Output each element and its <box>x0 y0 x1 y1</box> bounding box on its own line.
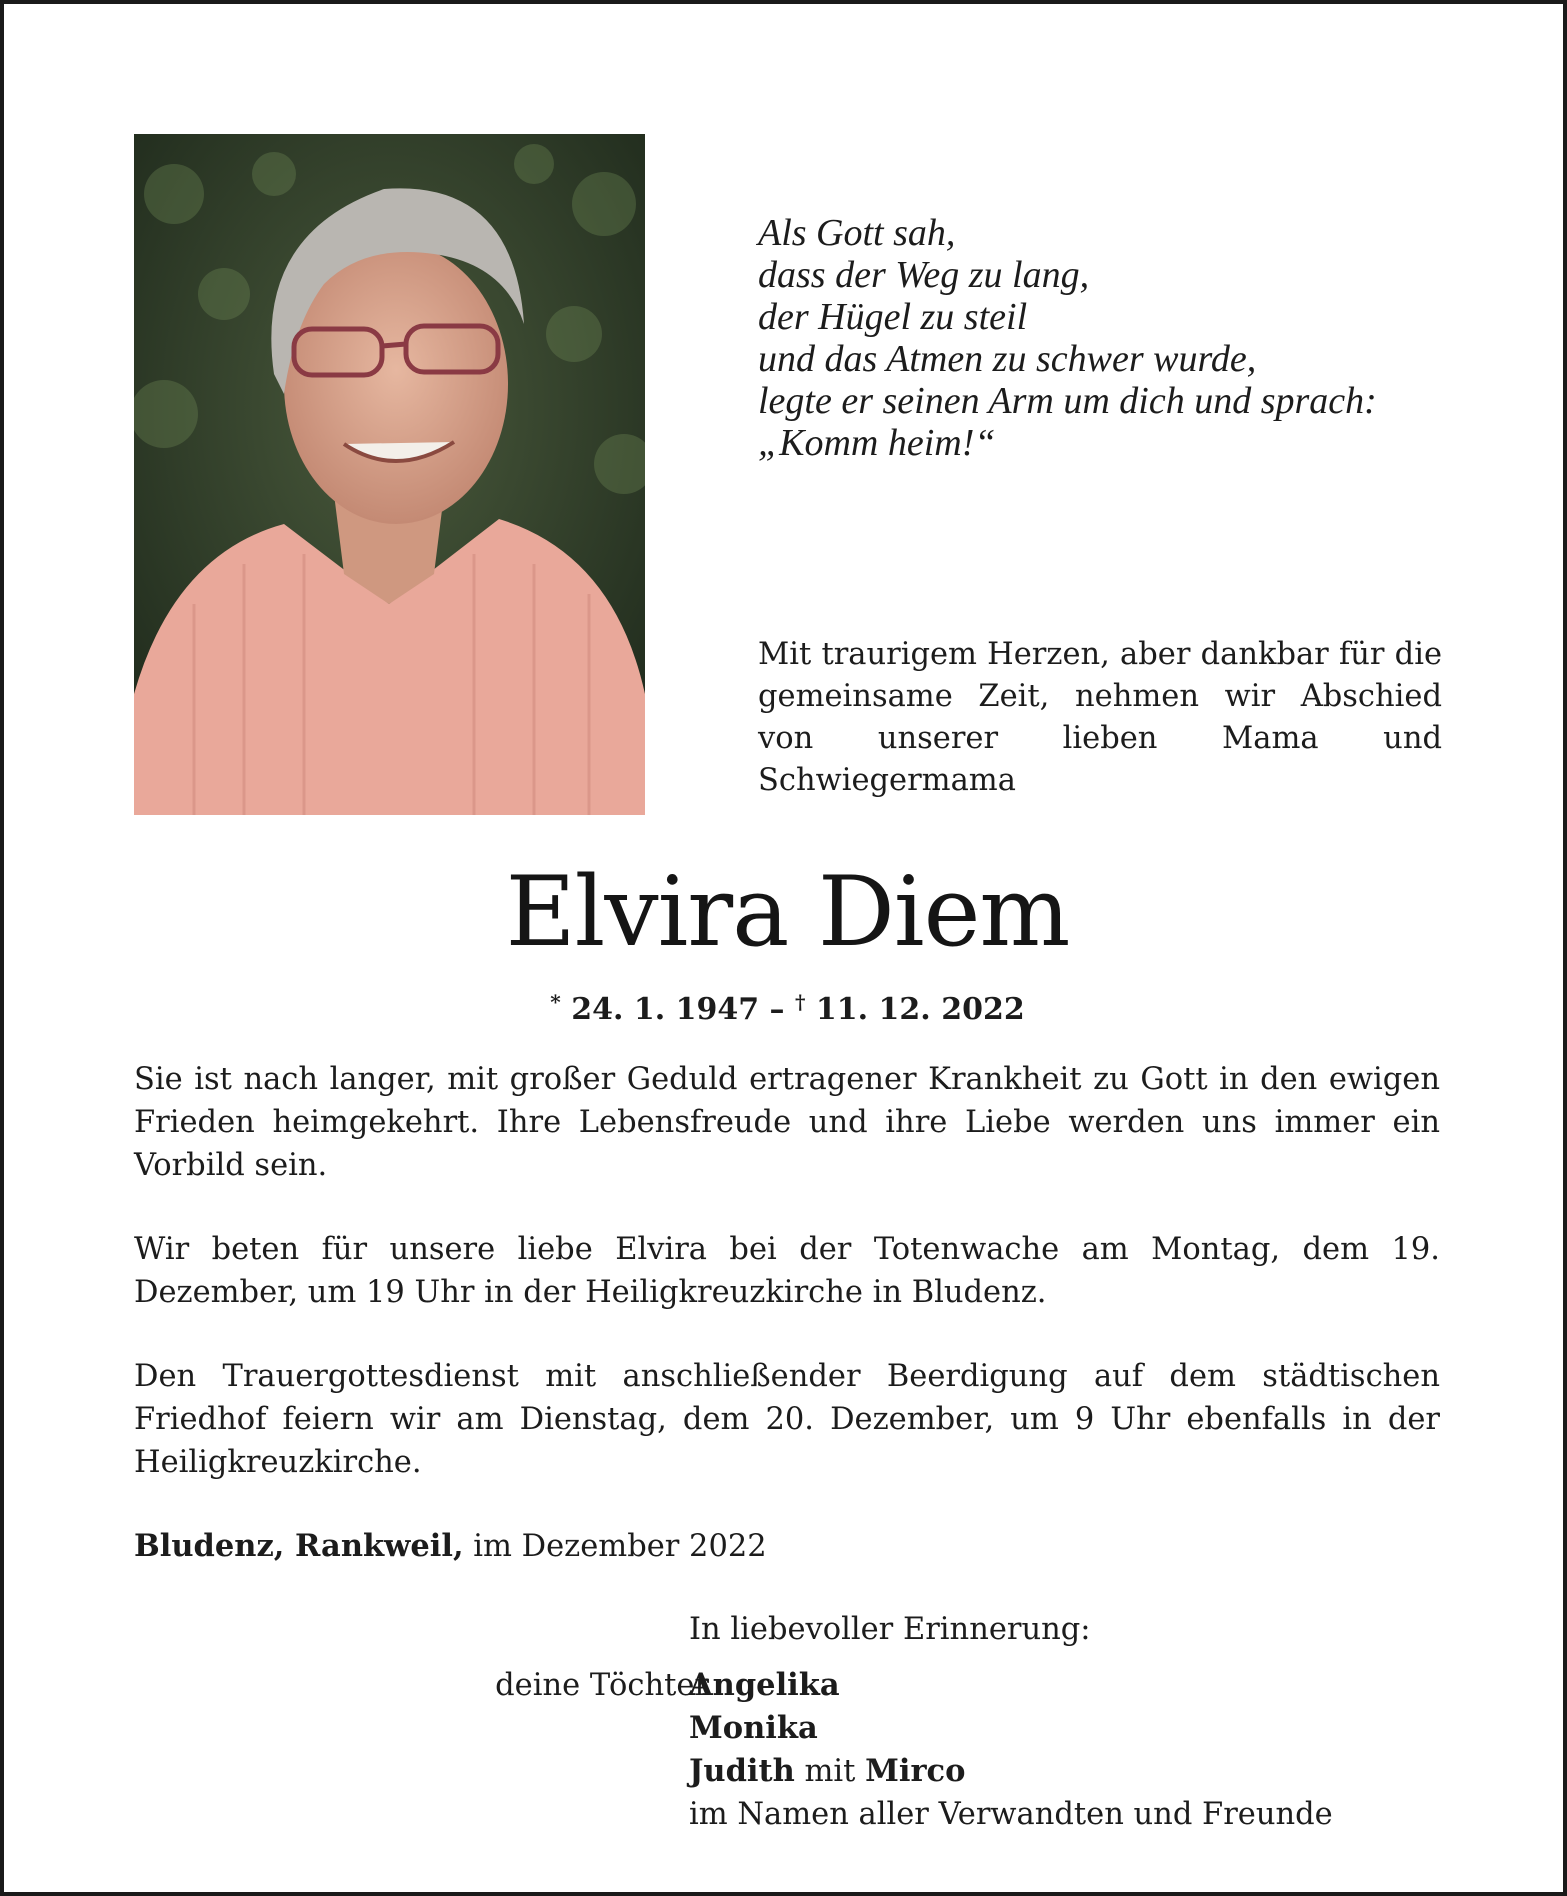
place-towns: Bludenz, Rankweil, <box>134 1528 464 1564</box>
signatories <box>689 1664 1333 1836</box>
place-date: im Dezember 2022 <box>463 1529 767 1564</box>
closing-text: im Namen aller Verwandten und Freunde <box>689 1797 1333 1832</box>
birth-symbol: * <box>550 990 561 1014</box>
death-symbol: † <box>795 990 806 1014</box>
paragraph-illness: Sie ist nach langer, mit großer Geduld ertragener Krankheit zu Gott in den ewigen Frieden heimgekehrt. Ihre Lebensfreude und ihre Liebe werden uns immer ein Vorbild sein. <box>134 1062 1440 1183</box>
daughters-label: deine Töchter <box>495 1668 709 1703</box>
poem-line: dass der Weg zu lang, <box>758 254 1090 296</box>
signatory-name: Angelika <box>689 1667 840 1703</box>
signatory-partner: Mirco <box>865 1753 966 1789</box>
portrait-illustration <box>134 134 645 815</box>
signatory-name: Monika <box>689 1710 818 1746</box>
poem-line: „Komm heim!“ <box>758 422 996 464</box>
poem-line: Als Gott sah, <box>758 212 956 254</box>
poem <box>758 212 1478 464</box>
paragraph-funeral: Den Trauergottesdienst mit anschließender Beerdigung auf dem städtischen Friedhof feiern wir am Dienstag, dem 20. Dezember, um 9 Uhr ebenfalls in der Heiligkreuzkirche. <box>134 1359 1440 1480</box>
paragraph-wake: Wir beten für unsere liebe Elvira bei der Totenwache am Montag, dem 19. Dezember, um 19 Uhr in der Heiligkreuzkirche in Bludenz. <box>134 1232 1440 1310</box>
death-date: 11. 12. 2022 <box>815 992 1025 1027</box>
date-separator: – <box>759 992 795 1027</box>
poem-line: der Hügel zu steil <box>758 296 1028 338</box>
life-dates <box>4 980 1567 1032</box>
poem-line: legte er seinen Arm um dich und sprach: <box>758 380 1377 422</box>
portrait-photo <box>134 134 645 815</box>
poem-line: und das Atmen zu schwer wurde, <box>758 338 1257 380</box>
with-text: mit <box>794 1754 866 1789</box>
memory-heading: In liebevoller Erinnerung: <box>689 1612 1091 1647</box>
deceased-name: Elvira Diem <box>505 856 1070 968</box>
intro-text: Mit traurigem Herzen, aber dankbar für die gemeinsame Zeit, nehmen wir Abschied von unserer lieben Mama und Schwiegermama <box>758 637 1442 798</box>
place-date-line <box>134 1524 767 1569</box>
birth-date: 24. 1. 1947 <box>571 992 760 1027</box>
signatory-name: Judith <box>689 1753 795 1789</box>
